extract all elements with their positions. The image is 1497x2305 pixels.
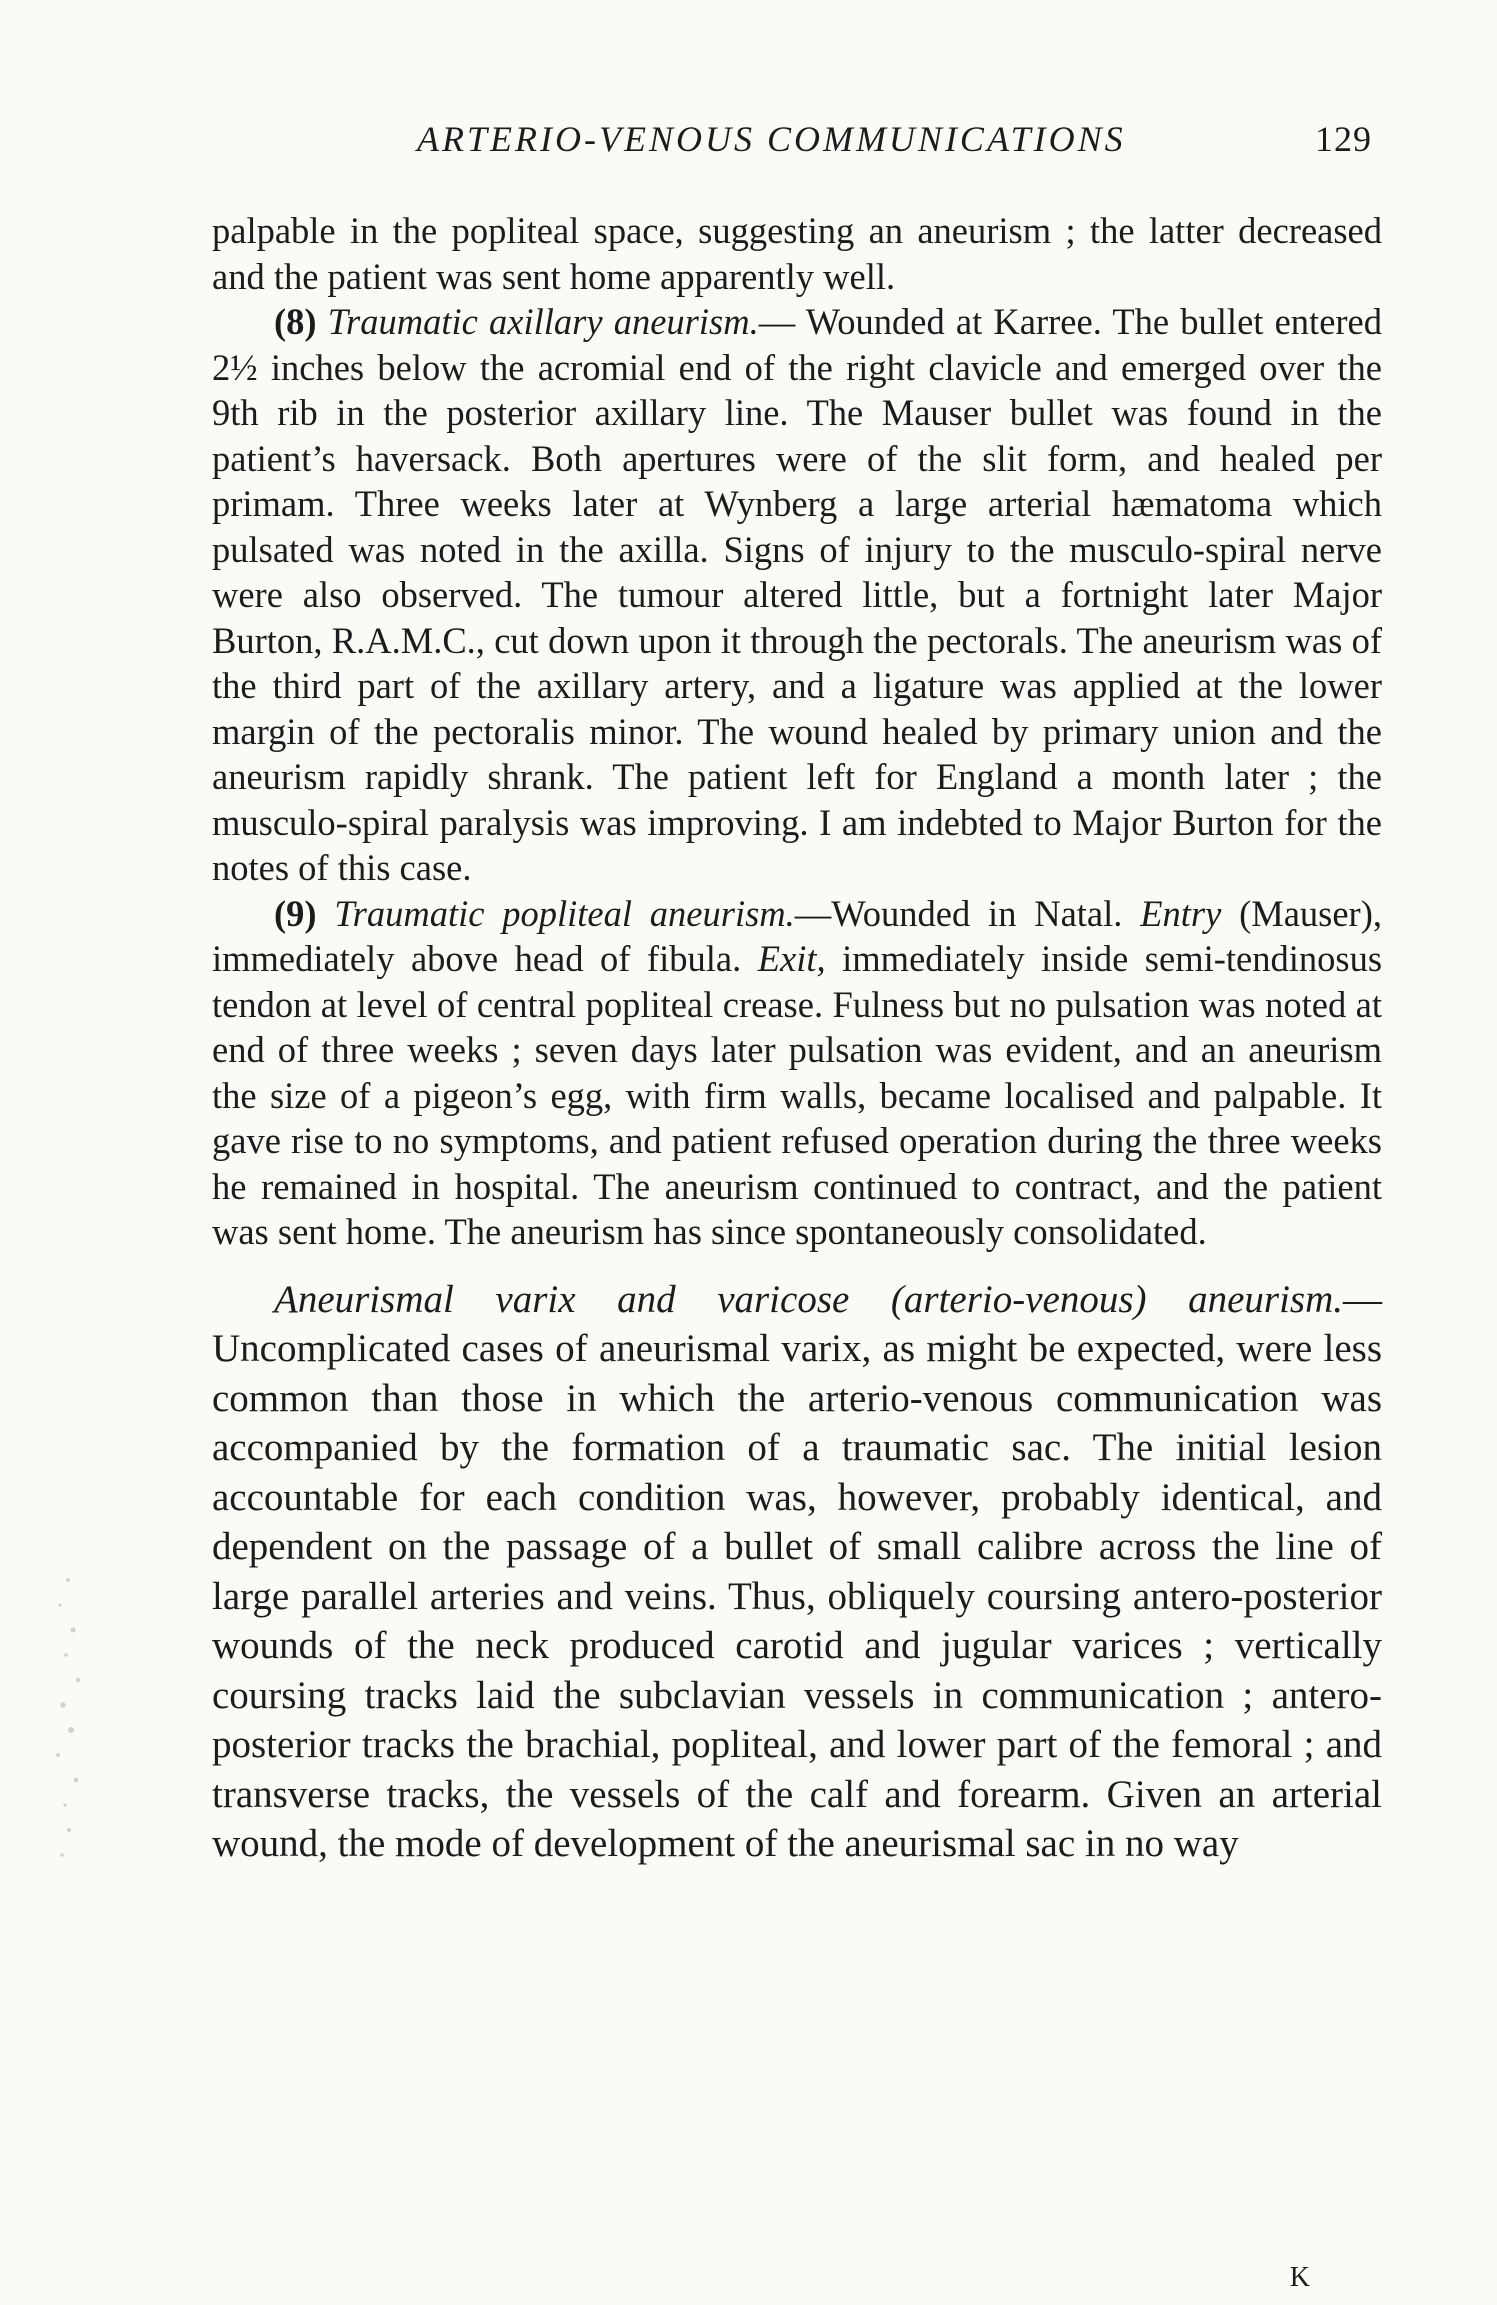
case-8-text: — Wounded at Karree. The bullet entered 2½ inches below the acromial end of the right clavicle and emerged over the 9th rib in the posterior axillary line. The Mauser bullet was found in the patient’s haversack. Both apertures were of the slit form, and healed per primam. Three weeks later at Wynberg a large arterial hæmatoma which pulsated was noted in the axilla. Signs of injury to the musculo-spiral nerve were also observed. The tumour altered little, but a fortnight later Major Burton, R.A.M.C., cut down upon it through the pectorals. The aneurism was of the third part of the axillary artery, and a ligature was applied at the lower margin of the pectoralis minor. The wound healed by primary union and the aneurism rapidly shrank. The patient left for England a month later ; the musculo-spiral paralysis was improving. I am indebted to Major Burton for the notes of this case. — [212, 301, 1382, 888]
case-9-text-c: immediately inside semi-tendinosus tendon at level of central popliteal crease. Fulness but no pulsation was noted at end of three weeks ; seven days later pulsation was evident, and an aneurism the size of a pigeon’s egg, with firm walls, became localised and palpable. It gave rise to no symptoms, and patient refused operation during the three weeks he remained in hospital. The aneurism continued to contract, and the patient was sent home. The aneurism has since spontaneously consolidated. — [212, 938, 1383, 1252]
margin-stain — [38, 1560, 98, 1880]
case-9-text-a: —Wounded in Natal. — [794, 892, 1123, 934]
case-8-number: (8) — [274, 301, 317, 342]
section — [212, 1275, 1382, 1869]
case-8-title: Traumatic axillary aneurism. — [327, 301, 759, 342]
case-9-paragraph — [212, 891, 1382, 1255]
page-number: 129 — [1315, 119, 1372, 159]
body-text — [212, 208, 1382, 1255]
page — [212, 118, 1382, 1869]
case-8-paragraph — [212, 299, 1382, 891]
section-text: —Uncomplicated cases of aneurismal varix, as might be expected, were less common than those in which the arterio-venous communication was accompanied by the formation of a traumatic sac. The initial lesion accountable for each condition was, however, probably identical, and dependent on the passage of a bullet of small calibre across the line of large parallel arteries and veins. Thus, obliquely coursing antero-posterior wounds of the neck produced carotid and jugular varices ; vertically coursing tracks laid the subclavian vessels in communication ; antero-posterior tracks the brachial, popliteal, and lower part of the femoral ; and transverse tracks, the vessels of the calf and forearm. Given an arterial wound, the mode of development of the aneurismal sac in no way — [212, 1277, 1382, 1865]
running-title: ARTERIO-VENOUS COMMUNICATIONS — [417, 119, 1126, 159]
case-9-title: Traumatic popliteal aneurism. — [334, 892, 795, 934]
case-9-exit-label: Exit, — [757, 938, 826, 979]
case-9-number: (9) — [274, 892, 317, 934]
running-head — [212, 118, 1382, 178]
section-paragraph — [212, 1275, 1382, 1869]
case-9-text-b: (Mauser), immediately above head of fibula. — [212, 892, 1382, 979]
signature-mark: K — [1289, 2262, 1312, 2293]
case-9-entry-label: Entry — [1140, 892, 1222, 934]
continued-paragraph: palpable in the popliteal space, suggesting an aneurism ; the latter decreased and the patient was sent home apparently well. — [212, 210, 1382, 297]
section-title: Aneurismal varix and varicose (arterio-venous) aneurism. — [274, 1277, 1343, 1321]
